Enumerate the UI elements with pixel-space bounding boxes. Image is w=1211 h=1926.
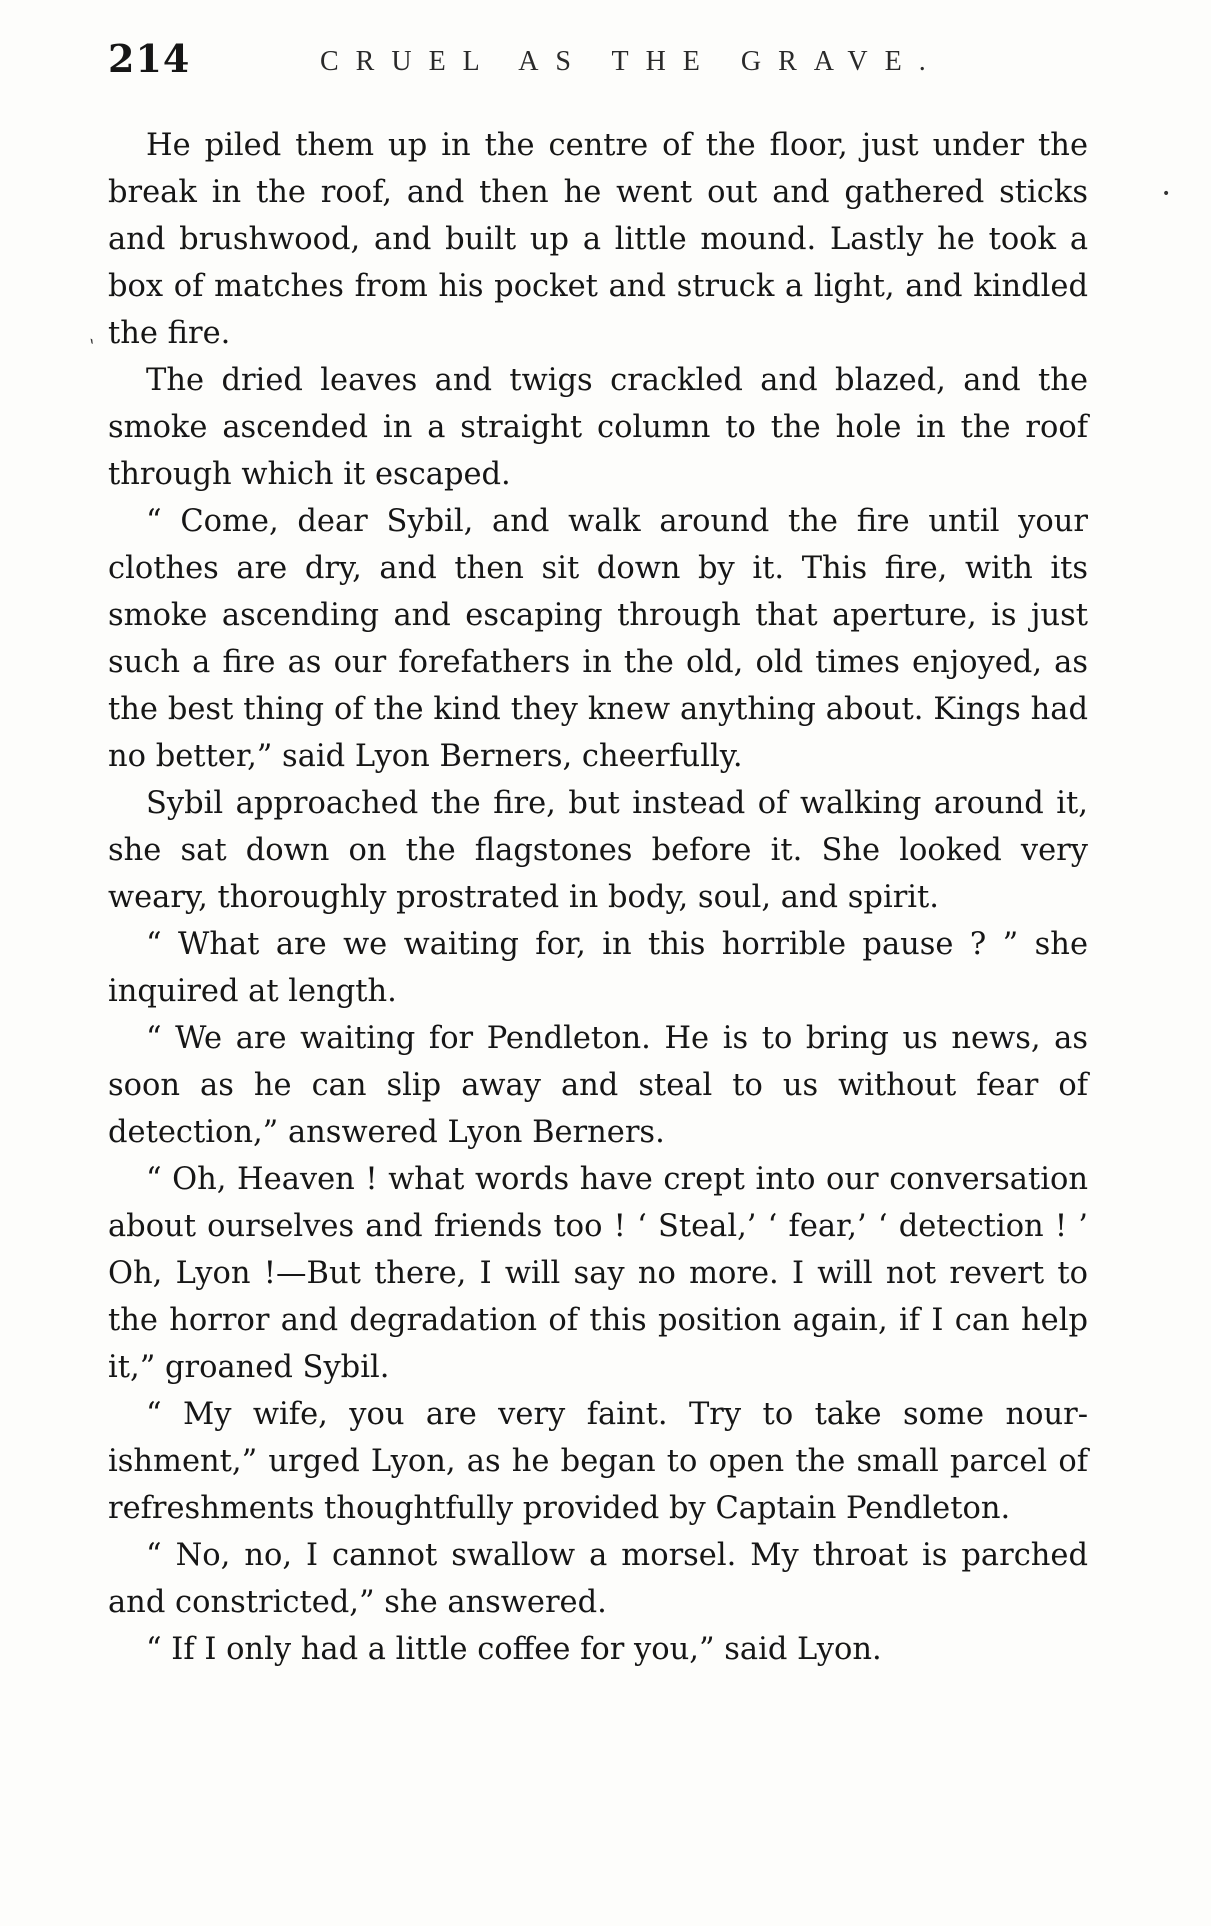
- paragraph-4: Sybil approached the fire, but instead of walking around it, she sat down on the flagstones before it. She looked very weary, thoroughly prostrated in body, soul, and spirit.: [108, 786, 1088, 915]
- paragraph-10: “ If I only had a little coffee for you,” said Lyon.: [146, 1632, 882, 1667]
- paragraph-8: “ My wife, you are very faint. Try to take some nourishment,” urged Lyon, as he began to open the small parcel of refreshments thoughtfully provided by Captain Pendleton.: [108, 1397, 1088, 1526]
- margin-tick-mark: `: [78, 335, 100, 361]
- paragraph-5: “ What are we waiting for, in this horrible pause ? ” she inquired at length.: [108, 927, 1088, 1009]
- page-number: 214: [108, 36, 191, 81]
- paragraph-1: He piled them up in the centre of the floor, just under the break in the roof, and then he went out and gathered sticks and brushwood, and built up a little mound. Lastly he took a box of matches from his pocket and struck a light, and kindled the fire.: [108, 128, 1088, 351]
- paragraph-3: “ Come, dear Sybil, and walk around the fire until your clothes are dry, and then sit down by it. This fire, with its smoke ascending and escaping through that aperture, is just such a fire as our forefathers in the old, old times enjoyed, as the best thing of the kind they knew anything about. Kings had no better,” said Lyon Berners, cheerfully.: [108, 504, 1088, 774]
- paragraph-6: “ We are waiting for Pendleton. He is to bring us news, as soon as he can slip away and steal to us without fear of detection,” answered Lyon Berners.: [108, 1021, 1088, 1150]
- running-title: CRUEL AS THE GRAVE.: [320, 46, 943, 77]
- page-header: [108, 36, 1108, 96]
- body-text: [108, 122, 1088, 1673]
- print-speck-dot: •: [1162, 186, 1171, 202]
- paragraph-2: The dried leaves and twigs crackled and blazed, and the smoke ascended in a straight column to the hole in the roof through which it escaped.: [108, 363, 1088, 492]
- paragraph-9: “ No, no, I cannot swallow a morsel. My throat is parched and constricted,” she answered.: [108, 1538, 1088, 1620]
- paragraph-7: “ Oh, Heaven ! what words have crept into our conversation about ourselves and friends too ! ‘ Steal,’ ‘ fear,’ ‘ detection ! ’ Oh, Lyon !—But there, I will say no more. I will not revert to the horror and degradation of this position again, if I can help it,” groaned Sybil.: [108, 1162, 1088, 1385]
